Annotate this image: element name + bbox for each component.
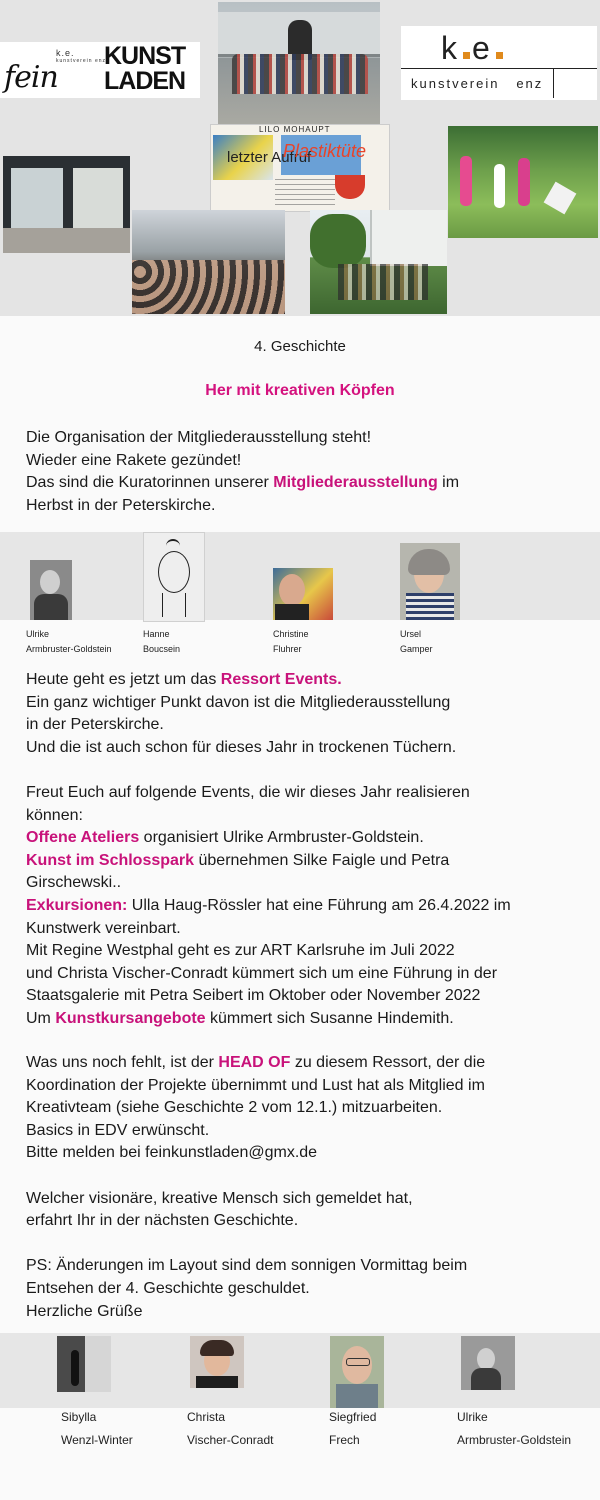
exhibition-poster: LILO MOHAUPT letzter Aufruf Plastiktüte bbox=[210, 124, 390, 212]
portrait-christa bbox=[190, 1336, 244, 1388]
park-performance-photo bbox=[448, 126, 598, 238]
story-headline: Her mit kreativen Köpfen bbox=[205, 382, 395, 399]
portrait-sibylla bbox=[57, 1336, 111, 1392]
portrait-christine bbox=[273, 568, 333, 620]
portrait-siegfried bbox=[330, 1336, 384, 1408]
portrait-ulrike-2 bbox=[461, 1336, 515, 1390]
curator-caption: Christine Fluhrer bbox=[273, 629, 309, 654]
portrait-ursel bbox=[400, 543, 460, 620]
curators-strip bbox=[0, 532, 600, 620]
portrait-hanne bbox=[143, 532, 205, 622]
kunstverein-enz-logo: k e kunstverein enz bbox=[401, 26, 597, 100]
team-caption: Sibylla Wenzl-Winter bbox=[61, 1410, 133, 1447]
outdoor-concert-photo bbox=[310, 210, 447, 314]
curator-caption: Ursel Gamper bbox=[400, 629, 433, 654]
header-collage bbox=[0, 0, 600, 316]
curator-caption: Ulrike Armbruster-Goldstein bbox=[26, 629, 112, 654]
team-caption: Christa Vischer-Conradt bbox=[187, 1410, 274, 1447]
story-number: 4. Geschichte bbox=[254, 338, 346, 355]
curator-caption: Hanne Boucsein bbox=[143, 629, 181, 654]
portrait-ulrike bbox=[30, 560, 72, 620]
call-paragraph: Was uns noch fehlt, ist der HEAD OF zu diesem Ressort, der die Koordination der Projekte übernimmt und Lust hat als Mitglied im Kreativteam (siehe Geschichte 2 vom 12.1.) mitzuarbeiten. Basics in EDV erwünscht. Bitte melden bei feinkunstladen@gmx.de Welcher visionäre, kreative Mensch sich gemeldet hat, erfahrt Ihr in der nächsten Geschichte. PS: Änderungen im Layout sind dem sonnigen Vormittag beim Entsehen der 4. Geschichte geschuldet. Herzliche Grüße bbox=[26, 1052, 586, 1323]
group-photo bbox=[218, 2, 380, 124]
shop-window-photo bbox=[3, 156, 130, 253]
team-strip bbox=[0, 1333, 600, 1408]
team-caption: Siegfried Frech bbox=[329, 1410, 377, 1447]
events-paragraph: Heute geht es jetzt um das Ressort Events. Ein ganz wichtiger Punkt davon ist die Mitgliederausstellung in der Peterskirche. Und die ist auch schon für dieses Jahr in trockenen Tüchern. Freut Euch auf folgende Events, die wir dieses Jahr realisieren können: Offene Ateliers organisiert Ulrike Armbruster-Goldstein. Kunst im Schlosspark übernehmen Silke Faigle und Petra Girschewski.. Exkursionen: Ulla Haug-Rössler hat eine Führung am 26.4.2022 im Kunstwerk vereinbart. Mit Regine Westphal geht es zur ART Karlsruhe im Juli 2022 und Christa Vischer-Conradt kümmert sich um eine Führung in der Staatsgalerie mit Petra Seibert im Oktober oder November 2022 Um Kunstkursangebote kümmert sich Susanne Hindemith. bbox=[26, 671, 511, 1027]
fein-kunstladen-logo: fein k.e. kunstverein enz KUNST LADEN bbox=[0, 42, 200, 98]
vernissage-crowd-photo bbox=[132, 210, 285, 314]
intro-paragraph: Die Organisation der Mitgliederausstellung steht! Wieder eine Rakete gezündet! Das sind die Kuratorinnen unserer Mitgliederausstellung im Herbst in der Peterskirche. bbox=[26, 429, 460, 514]
contact-email: Bitte melden bei feinkunstladen@gmx.de bbox=[26, 1144, 318, 1162]
team-caption: Ulrike Armbruster-Goldstein bbox=[457, 1410, 572, 1447]
